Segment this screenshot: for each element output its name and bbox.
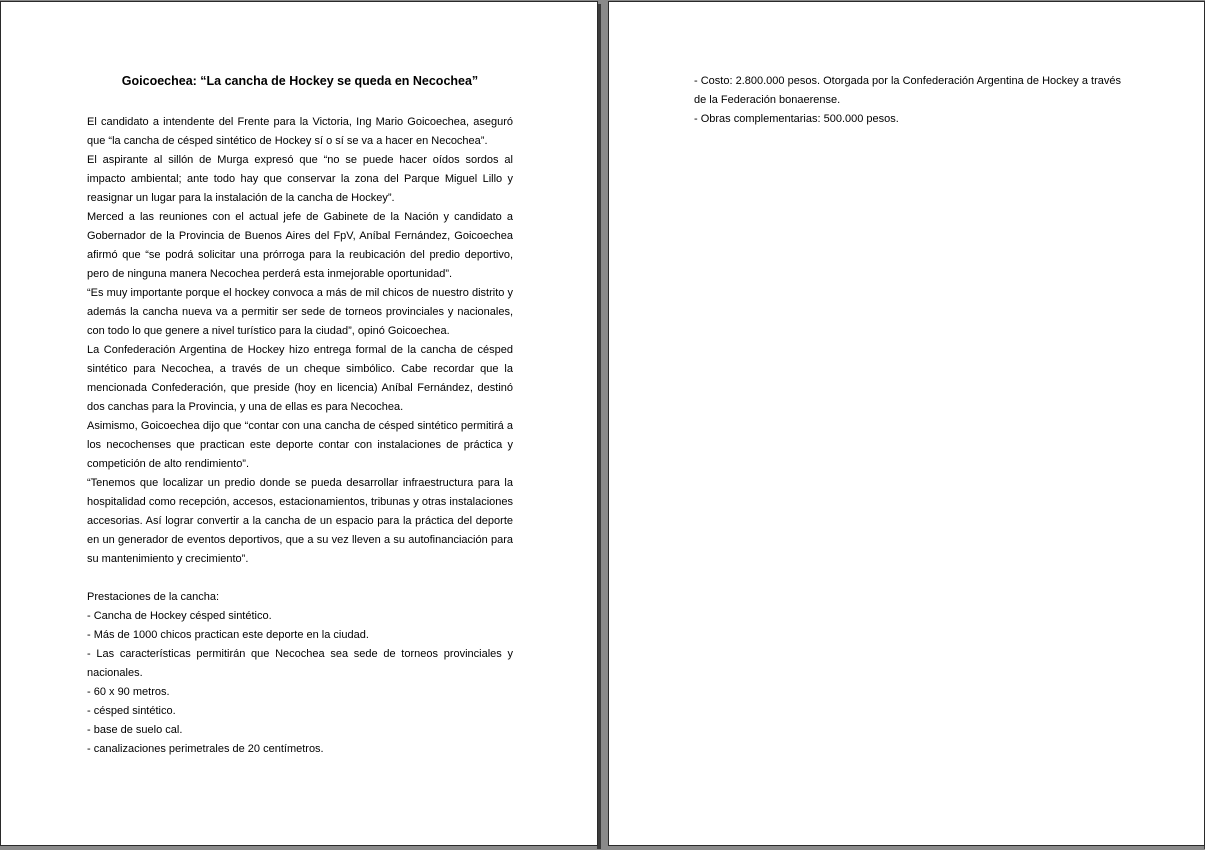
paragraph: Merced a las reuniones con el actual jefe de Gabinete de la Nación y candidato a Gobernador de la Provincia de Buenos Aires del FpV, Aníbal Fernández, Goicoechea afirmó que “se podrá solicitar una prórroga para la reubicación del predio deportivo, pero de ninguna manera Necochea perderá esta inmejorable oportunidad”. xyxy=(87,211,513,280)
document-page-2[interactable] xyxy=(608,1,1205,846)
list-item: - césped sintético. xyxy=(87,705,176,717)
list-item: - Más de 1000 chicos practican este deporte en la ciudad. xyxy=(87,629,369,641)
list-item: - Cancha de Hockey césped sintético. xyxy=(87,610,272,622)
list-item: - 60 x 90 metros. xyxy=(87,686,170,698)
list-item: - Las características permitirán que Necochea sea sede de torneos provinciales y nacionales. xyxy=(87,648,513,679)
list-heading: Prestaciones de la cancha: xyxy=(87,591,220,603)
paragraph: El candidato a intendente del Frente para la Victoria, Ing Mario Goicoechea, aseguró que “la cancha de césped sintético de Hockey sí o sí se va a hacer en Necochea”. xyxy=(87,116,513,147)
document-title: Goicoechea: “La cancha de Hockey se queda en Necochea” xyxy=(121,74,479,88)
paragraph: Asimismo, Goicoechea dijo que “contar con una cancha de césped sintético permitirá a los necochenses que practican este deporte contar con instalaciones de práctica y competición de alto rendimiento”. xyxy=(87,420,513,470)
list-item: - Obras complementarias: 500.000 pesos. xyxy=(694,113,899,125)
paragraph: La Confederación Argentina de Hockey hizo entrega formal de la cancha de césped sintético para Necochea, a través de un cheque simbólico. Cabe recordar que la mencionada Confederación, que preside (hoy en licencia) Aníbal Fernández, destinó dos canchas para la Provincia, y una de ellas es para Necochea. xyxy=(87,344,513,413)
list-item: - canalizaciones perimetrales de 20 centímetros. xyxy=(87,743,324,755)
list-item: - base de suelo cal. xyxy=(87,724,183,736)
paragraph: El aspirante al sillón de Murga expresó que “no se puede hacer oídos sordos al impacto ambiental; ante todo hay que conservar la zona del Parque Miguel Lillo y reasignar un lugar para la instalación de la cancha de Hockey”. xyxy=(87,154,513,204)
paragraph: “Es muy importante porque el hockey convoca a más de mil chicos de nuestro distrito y además la cancha nueva va a permitir ser sede de torneos provinciales y nacionales, con todo lo que genere a nivel turístico para la ciudad”, opinó Goicoechea. xyxy=(87,287,513,337)
paragraph: “Tenemos que localizar un predio donde se pueda desarrollar infraestructura para la hospitalidad como recepción, accesos, estacionamientos, tribunas y otras instalaciones accesorias. Así lograr convertir a la cancha de un espacio para la práctica del deporte en un generador de eventos deportivos, que a su vez lleven a su autofinanciación para su mantenimiento y crecimiento”. xyxy=(87,477,513,565)
list-item: - Costo: 2.800.000 pesos. Otorgada por la Confederación Argentina de Hockey a través de la Federación bonaerense. xyxy=(694,75,1121,106)
document-page-1[interactable] xyxy=(0,1,598,846)
costs-list xyxy=(694,72,1121,129)
article-body xyxy=(87,113,513,569)
features-list xyxy=(87,588,513,759)
